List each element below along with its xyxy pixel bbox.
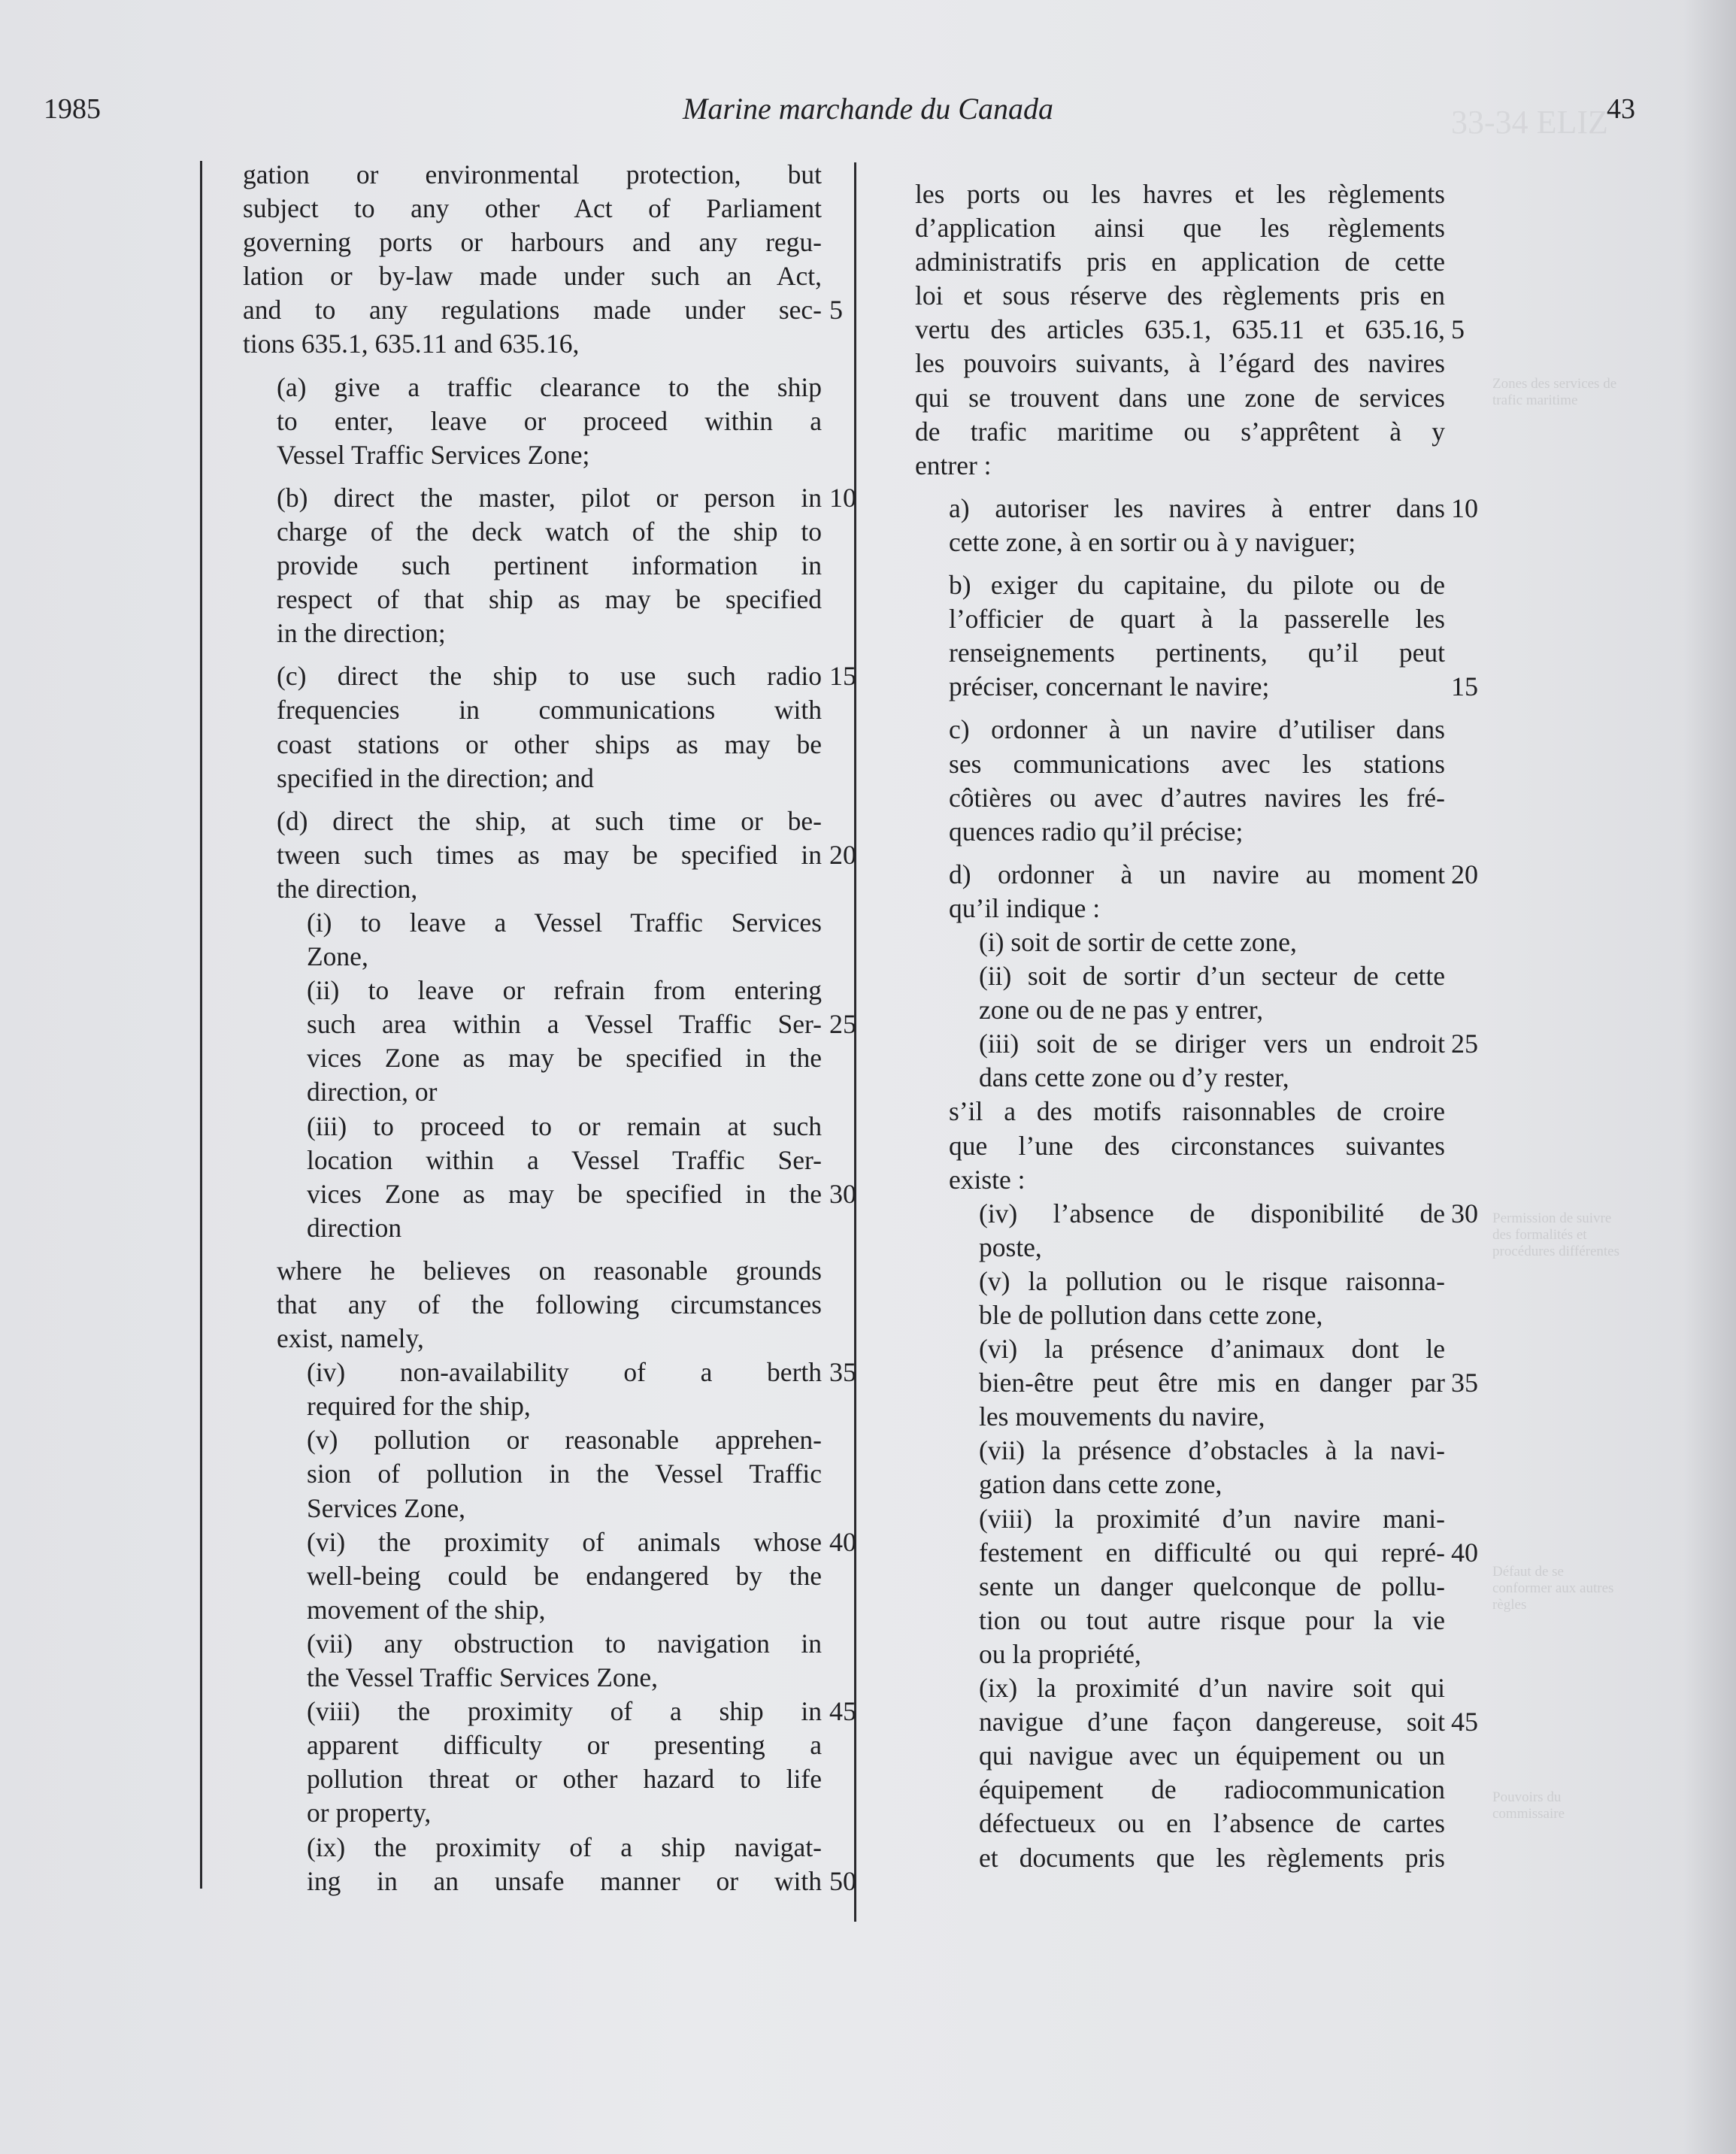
text-line — [243, 1211, 822, 1245]
header-title: Marine marchande du Canada — [683, 92, 1053, 126]
paragraph-gap — [243, 1245, 822, 1254]
line-number: 50 — [829, 1865, 856, 1896]
line-text: pollution threat or other hazard to life — [307, 1764, 822, 1795]
text-line — [243, 1661, 822, 1695]
line-text: ses communications avec les stations — [949, 748, 1445, 779]
text-line — [915, 1705, 1478, 1739]
text-line — [243, 1423, 822, 1457]
line-text: dans cette zone ou d’y rester, — [979, 1062, 1289, 1093]
text-line — [243, 940, 822, 974]
line-text: such area within a Vessel Traffic Ser- — [307, 1009, 822, 1040]
line-text: les pouvoirs suivants, à l’égard des navires — [915, 348, 1445, 379]
line-text: que l’une des circonstances suivantes — [949, 1130, 1445, 1161]
text-line — [243, 1593, 822, 1627]
text-line — [915, 1332, 1445, 1366]
paragraph-gap — [915, 849, 1445, 858]
text-line — [243, 1288, 822, 1322]
line-text: sente un danger quelconque de pollu- — [979, 1571, 1445, 1601]
line-number: 25 — [829, 1009, 856, 1040]
line-text: (iv) l’absence de disponibilité de — [979, 1198, 1445, 1228]
text-line — [243, 1762, 822, 1796]
text-line — [915, 993, 1445, 1027]
line-text: a) autoriser les navires à entrer dans — [949, 492, 1445, 523]
page-number: 43 — [1607, 93, 1635, 125]
line-text: (iv) non-availability of a berth — [307, 1357, 822, 1388]
text-line — [915, 1570, 1445, 1604]
text-line — [243, 974, 822, 1007]
line-text: équipement de radiocommunication — [979, 1774, 1445, 1805]
line-text: (ix) the proximity of a ship navigat- — [307, 1831, 822, 1862]
line-number: 20 — [829, 839, 856, 870]
text-line — [915, 1739, 1445, 1773]
text-line — [243, 226, 822, 259]
text-line — [243, 1144, 822, 1177]
text-line — [243, 872, 822, 906]
text-line — [915, 1095, 1445, 1129]
text-line — [915, 1265, 1445, 1298]
line-text: (i) to leave a Vessel Traffic Services — [307, 907, 822, 938]
text-line — [915, 211, 1445, 245]
text-line — [915, 177, 1445, 211]
line-text: ing in an unsafe manner or with — [307, 1865, 822, 1896]
line-text: (vii) la présence d’obstacles à la navi- — [979, 1435, 1445, 1466]
text-line — [243, 1177, 856, 1211]
line-text: qui se trouvent dans une zone de services — [915, 382, 1445, 413]
line-number: 10 — [1451, 492, 1478, 523]
line-text: de trafic maritime ou s’apprêtent à y — [915, 416, 1445, 447]
line-text: (b) direct the master, pilot or person in — [277, 482, 822, 513]
line-text: (v) la pollution ou le risque raisonna- — [979, 1265, 1445, 1296]
line-number: 25 — [1451, 1029, 1478, 1059]
text-line — [915, 1841, 1445, 1875]
text-line — [243, 1457, 822, 1491]
line-text: (ii) soit de sortir d’un secteur de cette — [979, 961, 1445, 992]
text-line — [243, 1831, 822, 1865]
line-text: navigue d’une façon dangereuse, soit — [979, 1707, 1445, 1737]
text-line — [243, 762, 822, 795]
text-line — [243, 1695, 856, 1728]
line-text: Vessel Traffic Services Zone; — [277, 439, 590, 470]
text-line — [243, 583, 822, 617]
text-line — [243, 838, 856, 872]
text-line — [915, 568, 1445, 602]
page-edge-shadow — [1683, 0, 1736, 2154]
line-number: 20 — [1451, 859, 1478, 889]
line-text: l’officier de quart à la passerelle les — [949, 604, 1445, 635]
text-line — [243, 1041, 822, 1075]
paragraph-gap — [243, 650, 822, 659]
text-line — [243, 728, 822, 762]
text-line — [243, 1627, 822, 1661]
line-text: les mouvements du navire, — [979, 1401, 1265, 1432]
text-line — [243, 906, 822, 940]
text-line — [243, 1389, 822, 1423]
line-text: vices Zone as may be specified in the — [307, 1043, 822, 1074]
column-divider-rule — [854, 162, 856, 1922]
line-text: qu’il indique : — [949, 892, 1101, 923]
line-text: lation or by-law made under such an Act, — [243, 261, 822, 292]
text-line — [915, 892, 1445, 926]
text-line — [915, 1366, 1478, 1400]
bleed-through-note: Pouvoirs du commissaire — [1492, 1789, 1565, 1822]
text-line — [915, 670, 1478, 704]
text-line — [915, 1163, 1445, 1197]
text-line — [915, 959, 1445, 993]
text-line — [915, 1637, 1445, 1671]
text-line — [243, 1492, 822, 1525]
line-text: zone ou de ne pas y entrer, — [979, 995, 1264, 1025]
text-line — [915, 381, 1445, 415]
line-text: ou la propriété, — [979, 1638, 1141, 1669]
english-column — [243, 158, 856, 1898]
line-text: les ports ou les havres et les règlements — [915, 179, 1445, 209]
text-line — [243, 259, 822, 293]
line-text: (vi) the proximity of animals whose — [307, 1526, 822, 1557]
text-line — [915, 313, 1465, 347]
text-line — [243, 549, 822, 583]
line-text: exist, namely, — [277, 1323, 424, 1354]
text-line — [243, 438, 822, 472]
line-text: Zone, — [307, 941, 368, 972]
line-text: (viii) the proximity of a ship in — [307, 1696, 822, 1727]
line-text: direction — [307, 1212, 402, 1243]
line-number: 30 — [1451, 1198, 1478, 1228]
line-number: 5 — [829, 295, 843, 326]
paragraph-gap — [243, 362, 822, 371]
line-text: tions 635.1, 635.11 and 635.16, — [243, 329, 580, 359]
line-text: (d) direct the ship, at such time or be- — [277, 805, 822, 836]
line-text: in the direction; — [277, 618, 446, 649]
paragraph-gap — [915, 704, 1445, 713]
paragraph-gap — [915, 559, 1445, 568]
bleed-through-note: Permission de suivre des formalités et procédures différentes — [1492, 1210, 1619, 1259]
text-line — [243, 804, 822, 838]
text-line — [915, 347, 1445, 380]
line-text: vertu des articles 635.1, 635.11 et 635.16, — [915, 314, 1445, 345]
text-line — [915, 1807, 1445, 1840]
text-line — [915, 1231, 1445, 1265]
line-text: to enter, leave or proceed within a — [277, 405, 822, 436]
line-number: 30 — [829, 1178, 856, 1209]
line-number: 15 — [829, 661, 856, 692]
line-number: 40 — [1451, 1537, 1478, 1568]
text-line — [915, 1671, 1445, 1705]
line-text: d’application ainsi que les règlements — [915, 213, 1445, 244]
text-line — [243, 693, 822, 727]
line-text: location within a Vessel Traffic Ser- — [307, 1144, 822, 1175]
text-line — [915, 858, 1478, 892]
line-text: where he believes on reasonable grounds — [277, 1255, 822, 1286]
line-number: 5 — [1451, 314, 1465, 345]
text-line — [243, 371, 822, 404]
line-text: charge of the deck watch of the ship to — [277, 516, 822, 547]
text-line — [243, 158, 822, 192]
line-number: 35 — [829, 1357, 856, 1388]
text-line — [915, 602, 1445, 636]
text-line — [915, 1434, 1445, 1468]
line-number: 10 — [829, 482, 856, 513]
line-text: respect of that ship as may be specified — [277, 584, 822, 615]
text-line — [915, 245, 1445, 279]
line-text: (a) give a traffic clearance to the ship — [277, 371, 822, 402]
text-line — [243, 404, 822, 438]
line-text: quences radio qu’il précise; — [949, 816, 1244, 847]
text-line — [915, 526, 1445, 559]
text-line — [915, 926, 1445, 959]
line-text: (vi) la présence d’animaux dont le — [979, 1334, 1445, 1365]
line-text: well-being could be endangered by the — [307, 1560, 822, 1591]
text-line — [915, 279, 1445, 313]
line-text: (c) direct the ship to use such radio — [277, 661, 822, 692]
text-line — [243, 1559, 822, 1593]
line-text: specified in the direction; and — [277, 762, 594, 793]
line-text: tion ou tout autre risque pour la vie — [979, 1604, 1445, 1635]
line-text: that any of the following circumstances — [277, 1289, 822, 1319]
line-number: 45 — [1451, 1707, 1478, 1737]
text-line — [243, 1007, 856, 1041]
line-text: required for the ship, — [307, 1391, 531, 1422]
text-line — [915, 713, 1445, 747]
line-text: cette zone, à en sortir ou à y naviguer; — [949, 526, 1356, 557]
text-line — [243, 1075, 822, 1109]
line-text: vices Zone as may be specified in the — [307, 1178, 822, 1209]
paragraph-gap — [243, 795, 822, 804]
text-line — [915, 449, 1445, 483]
line-text: bien-être peut être mis en danger par — [979, 1368, 1445, 1398]
text-line — [243, 1322, 822, 1356]
line-text: direction, or — [307, 1077, 438, 1107]
line-text: entrer : — [915, 450, 992, 480]
line-text: gation or environmental protection, but — [243, 159, 822, 189]
text-line — [915, 415, 1445, 449]
text-line — [243, 1728, 822, 1762]
text-line — [915, 636, 1445, 670]
line-text: loi et sous réserve des règlements pris en — [915, 280, 1445, 311]
line-text: (iii) soit de se diriger vers un endroit — [979, 1029, 1445, 1059]
line-text: et documents que les règlements pris — [979, 1842, 1445, 1873]
text-line — [915, 1502, 1445, 1536]
text-line — [243, 481, 856, 515]
line-text: (viii) la proximité d’un navire mani- — [979, 1503, 1445, 1534]
line-text: d) ordonner à un navire au moment — [949, 859, 1445, 889]
text-line — [243, 515, 822, 549]
line-text: poste, — [979, 1232, 1042, 1262]
line-text: coast stations or other ships as may be — [277, 729, 822, 759]
paragraph-gap — [243, 472, 822, 481]
text-line — [915, 1468, 1445, 1501]
line-text: sion of pollution in the Vessel Traffic — [307, 1459, 822, 1489]
line-text: movement of the ship, — [307, 1594, 546, 1625]
line-text: qui navigue avec un équipement ou un — [979, 1740, 1445, 1771]
line-text: s’il a des motifs raisonnables de croire — [949, 1096, 1445, 1127]
bleed-through-heading: 33-34 ELIZ — [1451, 104, 1608, 141]
line-text: (i) soit de sortir de cette zone, — [979, 926, 1297, 957]
text-line — [243, 617, 822, 650]
line-text: apparent difficulty or presenting a — [307, 1730, 822, 1761]
text-line — [243, 1110, 822, 1144]
text-line — [243, 659, 856, 693]
line-number: 35 — [1451, 1368, 1478, 1398]
line-number: 15 — [1451, 671, 1478, 702]
line-text: côtières ou avec d’autres navires les fré- — [949, 782, 1445, 813]
french-column — [915, 177, 1478, 1875]
line-text: the direction, — [277, 873, 418, 904]
line-text: festement en difficulté ou qui repré- — [979, 1537, 1445, 1568]
bleed-through-note: Défaut de se conformer aux autres règles — [1492, 1564, 1614, 1613]
text-line — [243, 1356, 856, 1389]
line-text: ble de pollution dans cette zone, — [979, 1300, 1323, 1330]
line-text: Services Zone, — [307, 1492, 465, 1523]
line-text: b) exiger du capitaine, du pilote ou de — [949, 570, 1445, 601]
line-number: 40 — [829, 1526, 856, 1557]
line-text: governing ports or harbours and any regu- — [243, 227, 822, 258]
text-line — [915, 1604, 1445, 1637]
line-text: existe : — [949, 1164, 1026, 1195]
text-line — [243, 327, 822, 361]
line-text: tween such times as may be specified in — [277, 839, 822, 870]
line-text: provide such pertinent information in — [277, 550, 822, 581]
line-text: défectueux ou en l’absence de cartes — [979, 1808, 1445, 1839]
line-text: frequencies in communications with — [277, 695, 822, 726]
line-text: (vii) any obstruction to navigation in — [307, 1628, 822, 1659]
line-text: (v) pollution or reasonable apprehen- — [307, 1425, 822, 1456]
text-line — [243, 1254, 822, 1288]
text-line — [243, 192, 822, 226]
line-text: (ix) la proximité d’un navire soit qui — [979, 1673, 1445, 1704]
text-line — [915, 1536, 1478, 1570]
text-line — [243, 1796, 822, 1830]
line-text: gation dans cette zone, — [979, 1469, 1222, 1500]
line-text: c) ordonner à un navire d’utiliser dans — [949, 714, 1445, 745]
text-line — [915, 1129, 1445, 1163]
text-line — [915, 747, 1445, 781]
left-margin-rule — [200, 161, 202, 1889]
text-line — [243, 1525, 856, 1559]
line-text: (iii) to proceed to or remain at such — [307, 1110, 822, 1141]
line-text: administratifs pris en application de cette — [915, 247, 1445, 277]
line-text: subject to any other Act of Parliament — [243, 193, 822, 224]
text-line — [243, 1865, 856, 1898]
text-line — [915, 1197, 1478, 1231]
line-text: préciser, concernant le navire; — [949, 671, 1270, 702]
line-text: or property, — [307, 1798, 432, 1828]
text-line — [915, 1400, 1445, 1434]
text-line — [915, 1027, 1478, 1061]
line-number: 45 — [829, 1696, 856, 1727]
line-text: renseignements pertinents, qu’il peut — [949, 638, 1445, 668]
text-line — [915, 1298, 1445, 1332]
bleed-through-note: Zones des services de trafic maritime — [1492, 376, 1617, 408]
header-year: 1985 — [44, 93, 101, 125]
line-text: (ii) to leave or refrain from entering — [307, 975, 822, 1006]
line-text: the Vessel Traffic Services Zone, — [307, 1662, 659, 1693]
line-text: and to any regulations made under sec- — [243, 295, 822, 326]
text-line — [915, 1773, 1445, 1807]
text-line — [915, 1061, 1445, 1095]
text-line — [915, 815, 1445, 849]
text-line — [915, 781, 1445, 815]
paragraph-gap — [915, 483, 1445, 492]
text-line — [243, 293, 843, 327]
text-line — [915, 492, 1478, 526]
